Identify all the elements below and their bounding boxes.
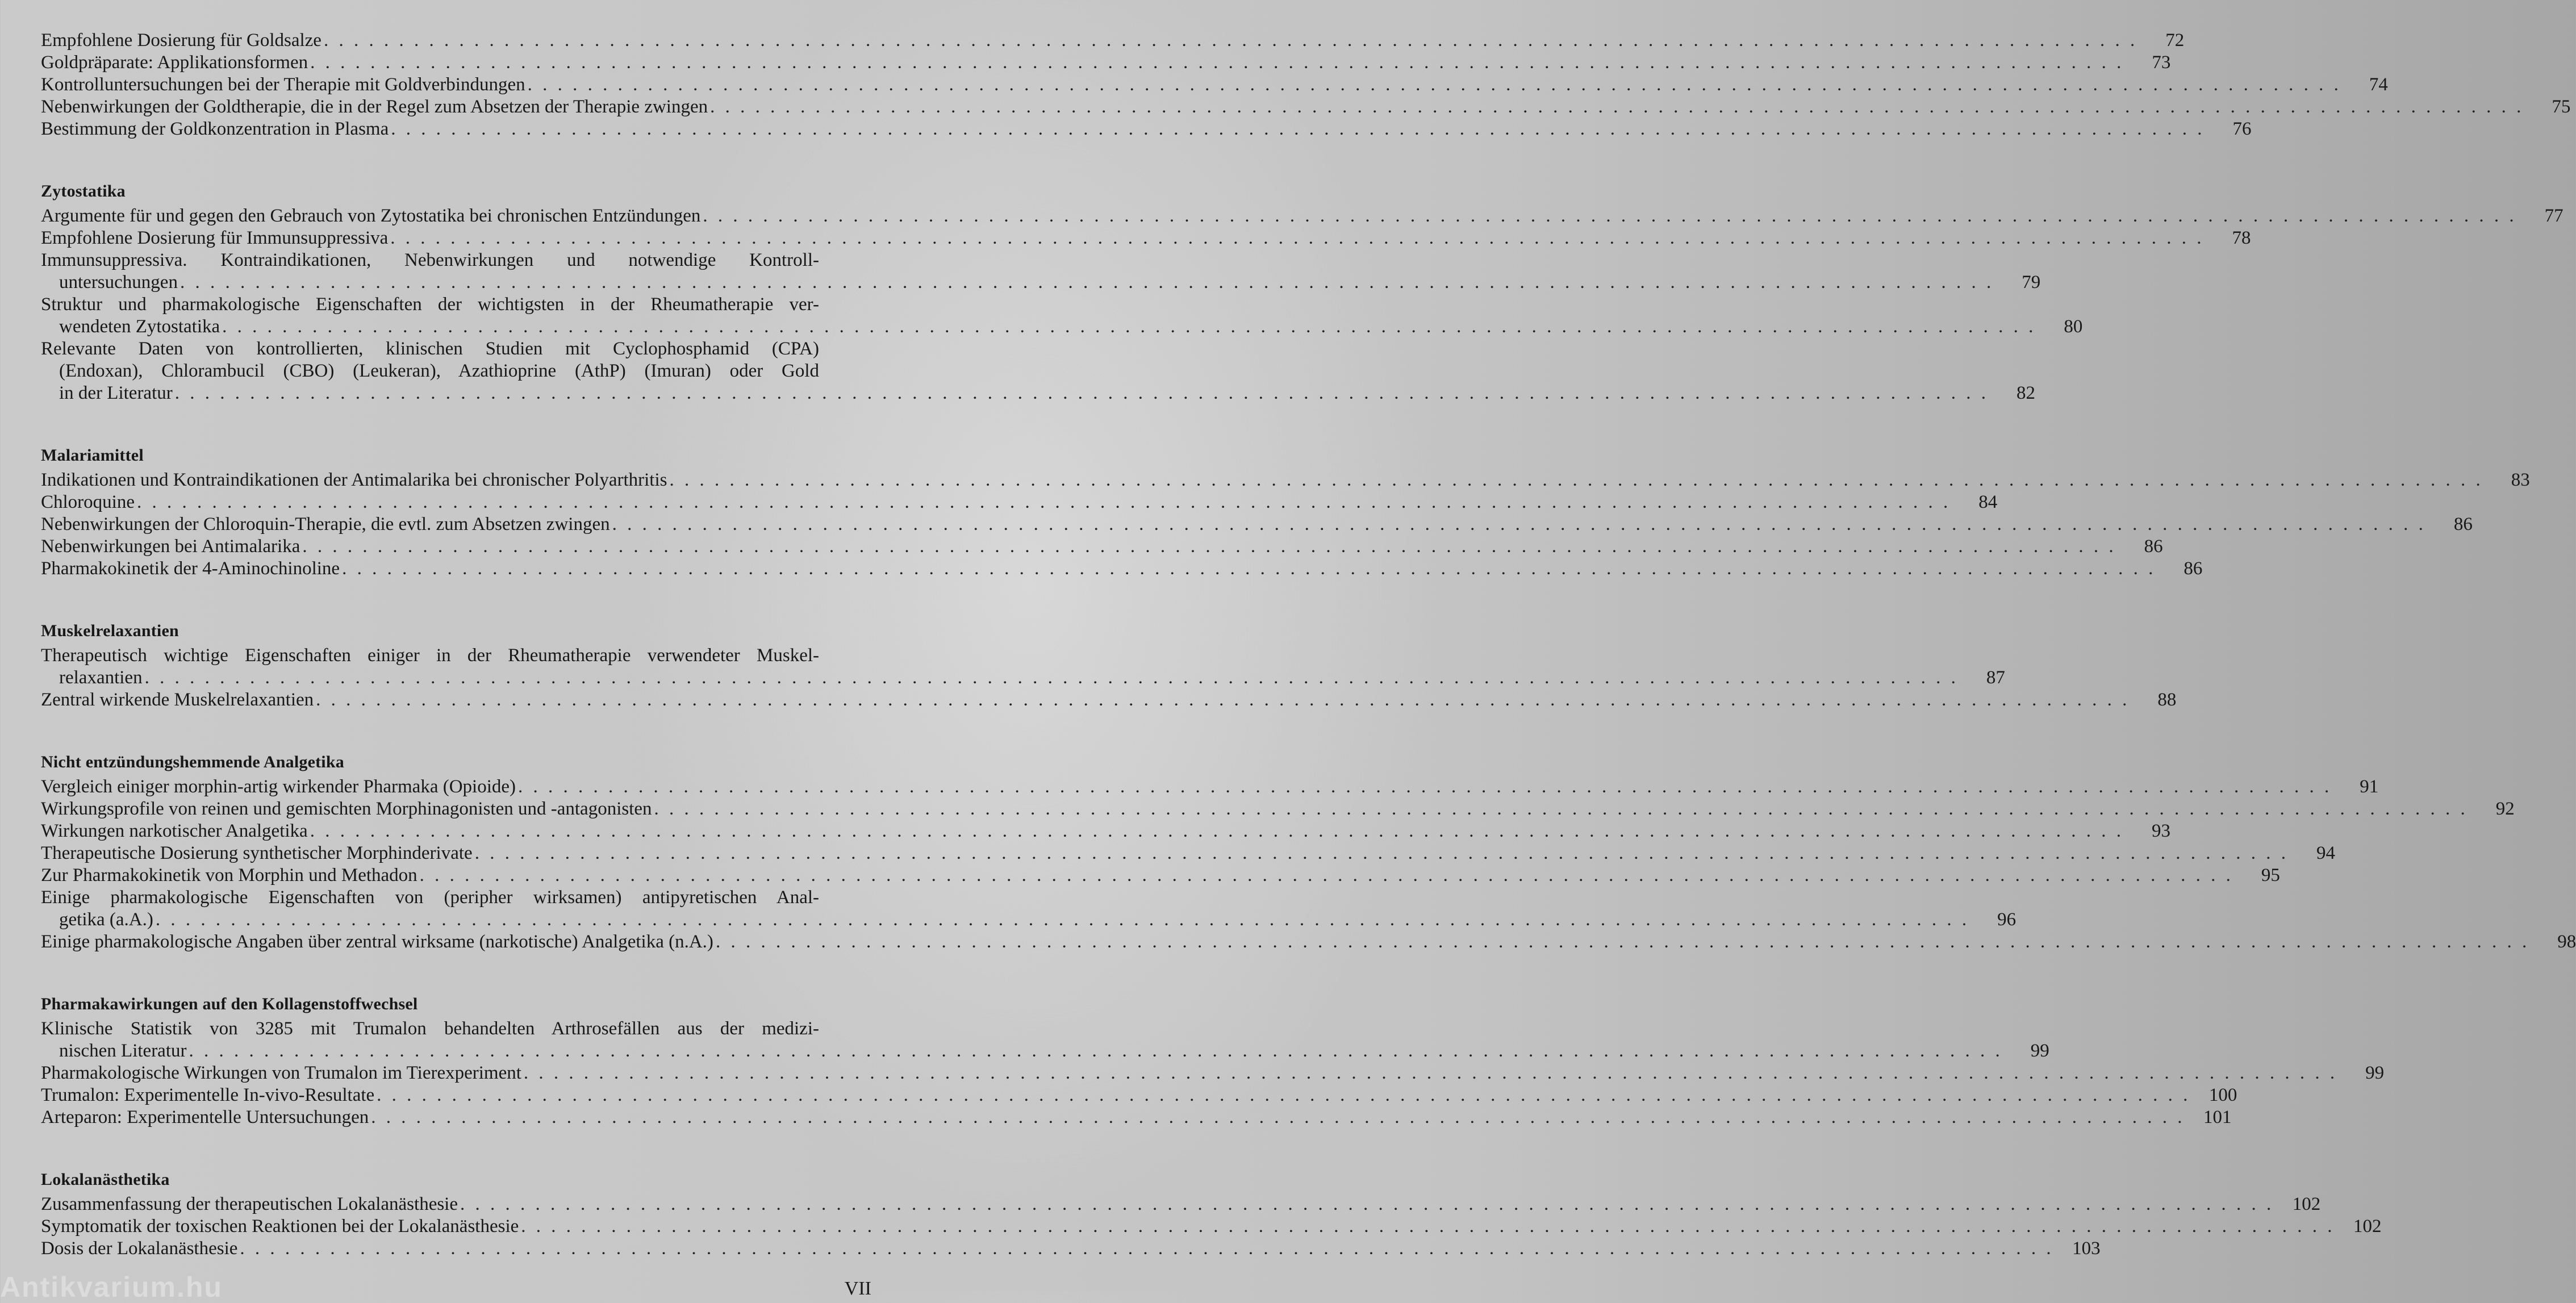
toc-section-gold: [41, 30, 2571, 140]
toc-section-kollagenstoffwechsel: [41, 993, 2385, 1129]
toc-entry-page: 92: [2495, 799, 2515, 819]
toc-entry-title: untersuchungen: [59, 272, 178, 293]
dot-leader: [391, 118, 2205, 140]
toc-entry-page: 86: [2453, 514, 2473, 534]
toc-entry: [41, 536, 2163, 558]
dot-leader: [222, 316, 2036, 338]
toc-section-lokalanaesthetika: [41, 1168, 2382, 1260]
section-heading: Nicht entzündungshemmende Analgetika: [41, 753, 344, 771]
toc-entry-title: wendeten Zytostatika: [59, 316, 220, 337]
toc-entry-title-line: (Endoxan), Chlorambucil (CBO) (Leukeran), Azathioprine (AthP) (Imuran) oder Gold: [59, 361, 819, 381]
toc-entry-title: nischen Literatur: [59, 1041, 187, 1061]
toc-entry-title: Goldpräparate: Applikationsformen: [41, 52, 308, 73]
toc-entry-title: Empfohlene Dosierung für Goldsalze: [41, 30, 322, 51]
toc-entry: [41, 491, 1998, 513]
toc-entry: [41, 931, 2576, 953]
toc-entry-title-line: Klinische Statistik von 3285 mit Trumalon behandelten Arthrosefällen aus der medizi-: [41, 1018, 819, 1039]
toc-entry: [41, 1216, 2382, 1238]
dot-leader: [371, 1106, 2185, 1129]
toc-entry: [41, 689, 2177, 711]
toc-entry: [41, 1193, 2321, 1216]
toc-entry-page: 78: [2232, 228, 2251, 248]
dot-leader: [316, 689, 2130, 711]
dot-leader: [518, 776, 2332, 798]
section-heading: Zytostatika: [41, 182, 126, 201]
dot-leader: [156, 909, 1969, 931]
toc-entry-title: Wirkungsprofile von reinen und gemischten Morphinagonisten und -antagonisten: [41, 799, 652, 819]
toc-entry: [41, 294, 2083, 338]
toc-entry-page: 75: [2552, 97, 2571, 117]
dot-leader: [669, 469, 2483, 491]
toc-entry-page: 77: [2544, 206, 2564, 226]
toc-entry-title: Zusammenfassung der therapeutischen Lokalanästhesie: [41, 1194, 458, 1214]
dot-leader: [528, 74, 2341, 96]
toc-entry: [41, 1238, 2101, 1260]
dot-leader: [189, 1040, 2003, 1062]
dot-leader: [342, 558, 2156, 580]
toc-entry-page: 91: [2360, 776, 2379, 797]
dot-leader: [377, 1084, 2190, 1106]
toc-entry: [41, 30, 2185, 52]
toc-entry-title: Trumalon: Experimentelle In-vivo-Resultate: [41, 1085, 375, 1105]
section-heading: Muskelrelaxantien: [41, 621, 179, 640]
toc-entry-page: 72: [2165, 30, 2185, 51]
toc-entry-page: 86: [2144, 536, 2163, 557]
toc-entry-page: 87: [1986, 667, 2005, 688]
toc-entry-title: Dosis der Lokalanästhesie: [41, 1238, 238, 1259]
toc-entry: [41, 645, 2005, 689]
toc-entry-page: 83: [2511, 470, 2530, 490]
dot-leader: [310, 820, 2124, 842]
toc-entry-page: 96: [1997, 909, 2016, 930]
dot-leader: [302, 536, 2116, 558]
toc-entry-title: Kontrolluntersuchungen bei der Therapie mit Goldverbindungen: [41, 74, 525, 95]
section-heading: Pharmakawirkungen auf den Kollagenstoffwechsel: [41, 995, 418, 1013]
dot-leader: [460, 1193, 2274, 1216]
toc-entry-page: 101: [2203, 1107, 2232, 1127]
toc-entry-title: Empfohlene Dosierung für Immunsuppressiva: [41, 228, 389, 248]
toc-entry: [41, 118, 2252, 140]
toc-entry: [41, 227, 2251, 249]
toc-entry: [41, 513, 2473, 536]
dot-leader: [524, 1062, 2337, 1084]
toc-section-malariamittel: [41, 444, 2530, 580]
toc-entry-page: 98: [2557, 932, 2576, 952]
toc-entry-title-line: Immunsuppressiva. Kontraindikationen, Nebenwirkungen und notwendige Kontroll-: [41, 250, 819, 270]
toc-entry-title: Zentral wirkende Muskelrelaxantien: [41, 690, 314, 710]
toc-entry-page: 84: [1978, 492, 1998, 512]
dot-leader: [703, 205, 2516, 227]
dot-leader: [654, 798, 2468, 820]
toc-entry-title-line: Therapeutisch wichtige Eigenschaften einiger in der Rheumatherapie verwendeter Muskel-: [41, 645, 819, 666]
dot-leader: [180, 272, 1994, 294]
toc-entry: [41, 52, 2171, 74]
toc-entry: [41, 887, 2016, 931]
toc-entry-page: 100: [2208, 1085, 2237, 1105]
dot-leader: [324, 30, 2137, 52]
dot-leader: [390, 227, 2204, 249]
toc-entry-page: 79: [2022, 272, 2041, 293]
section-heading: Lokalanästhetika: [41, 1170, 170, 1189]
toc-entry-page: 76: [2232, 119, 2252, 139]
toc-entry-title: Argumente für und gegen den Gebrauch von Zytostatika bei chronischen Entzündungen: [41, 206, 701, 226]
toc-entry-page: 102: [2353, 1216, 2382, 1237]
toc-entry-page: 80: [2064, 316, 2083, 337]
section-heading: Malariamittel: [41, 446, 144, 465]
dot-leader: [240, 1238, 2053, 1260]
toc-entry: [41, 820, 2170, 842]
toc-entry-page: 74: [2369, 74, 2388, 95]
dot-leader: [137, 491, 1951, 513]
watermark-text: Antikvarium.hu: [0, 1271, 223, 1303]
toc-entry-title: Nebenwirkungen bei Antimalarika: [41, 536, 300, 557]
toc-entry-title: Therapeutische Dosierung synthetischer Morphinderivate: [41, 843, 473, 863]
dot-leader: [521, 1216, 2335, 1238]
toc-section-zytostatika: [41, 180, 2564, 404]
toc-entry-page: 88: [2157, 690, 2177, 710]
toc-entry-page: 99: [2030, 1041, 2049, 1061]
toc-entry: [41, 776, 2379, 798]
toc-entry: [41, 865, 2280, 887]
toc-entry: [41, 1062, 2385, 1084]
toc-entry-page: 95: [2261, 865, 2280, 886]
toc-entry-title: Arteparon: Experimentelle Untersuchungen: [41, 1107, 369, 1127]
toc-entry-title: Indikationen und Kontraindikationen der Antimalarika bei chronischer Polyarthritis: [41, 470, 667, 490]
dot-leader: [716, 931, 2529, 953]
toc-entry-title-line: Einige pharmakologische Eigenschaften von (peripher wirksamen) antipyretischen Anal-: [41, 887, 819, 908]
toc-entry-page: 99: [2365, 1063, 2385, 1083]
toc-entry-title: in der Literatur: [59, 383, 173, 403]
toc-section-muskelrelaxantien: [41, 620, 2177, 711]
toc-entry-title: Chloroquine: [41, 492, 135, 512]
toc-section-analgetika: [41, 751, 2576, 953]
toc-entry: [41, 798, 2515, 820]
toc-entry-page: 102: [2292, 1194, 2321, 1214]
toc-entry-title: relaxantien: [59, 667, 143, 688]
page-number: VII: [844, 1278, 871, 1299]
toc-entry: [41, 249, 2041, 294]
table-of-contents-page: [41, 30, 2576, 1279]
toc-entry-title: Wirkungen narkotischer Analgetika: [41, 821, 308, 841]
toc-entry: [41, 1106, 2232, 1129]
toc-entry: [41, 205, 2564, 227]
toc-entry-page: 93: [2151, 821, 2170, 841]
toc-entry: [41, 469, 2530, 491]
toc-entry-title: Pharmakokinetik der 4-Aminochinoline: [41, 558, 340, 579]
toc-entry: [41, 842, 2335, 865]
dot-leader: [175, 382, 1989, 404]
toc-entry: [41, 558, 2203, 580]
dot-leader: [475, 842, 2289, 865]
dot-leader: [420, 865, 2233, 887]
toc-entry: [41, 74, 2388, 96]
toc-entry-title-line: Struktur und pharmakologische Eigenschaften der wichtigsten in der Rheumatherapie ver-: [41, 294, 819, 315]
dot-leader: [710, 96, 2524, 118]
dot-leader: [310, 52, 2124, 74]
toc-entry: [41, 96, 2571, 118]
dot-leader: [612, 513, 2426, 536]
toc-entry-title-line: Relevante Daten von kontrollierten, klinischen Studien mit Cyclophosphamid (CPA): [41, 339, 819, 359]
toc-entry-page: 94: [2316, 843, 2335, 863]
toc-entry-title: Pharmakologische Wirkungen von Trumalon im Tierexperiment: [41, 1063, 521, 1083]
toc-entry: [41, 1018, 2049, 1062]
toc-entry-page: 86: [2183, 558, 2203, 579]
toc-entry-title: getika (a.A.): [59, 909, 153, 930]
toc-entry-title: Symptomatik der toxischen Reaktionen bei der Lokalanästhesie: [41, 1216, 519, 1237]
toc-entry-title: Nebenwirkungen der Chloroquin-Therapie, die evtl. zum Absetzen zwingen: [41, 514, 610, 534]
toc-entry-title: Einige pharmakologische Angaben über zentral wirksame (narkotische) Analgetika (n.A.): [41, 932, 713, 952]
toc-entry: [41, 338, 2035, 404]
toc-entry-title: Nebenwirkungen der Goldtherapie, die in der Regel zum Absetzen der Therapie zwingen: [41, 97, 708, 117]
toc-entry-title: Bestimmung der Goldkonzentration in Plasma: [41, 119, 389, 139]
toc-entry-title: Vergleich einiger morphin-artig wirkender Pharmaka (Opioide): [41, 776, 516, 797]
toc-entry-page: 82: [2016, 383, 2035, 403]
toc-entry-page: 73: [2152, 52, 2171, 73]
toc-entry: [41, 1084, 2237, 1106]
toc-entry-page: 103: [2072, 1238, 2101, 1259]
dot-leader: [145, 667, 1959, 689]
toc-entry-title: Zur Pharmakokinetik von Morphin und Methadon: [41, 865, 417, 886]
